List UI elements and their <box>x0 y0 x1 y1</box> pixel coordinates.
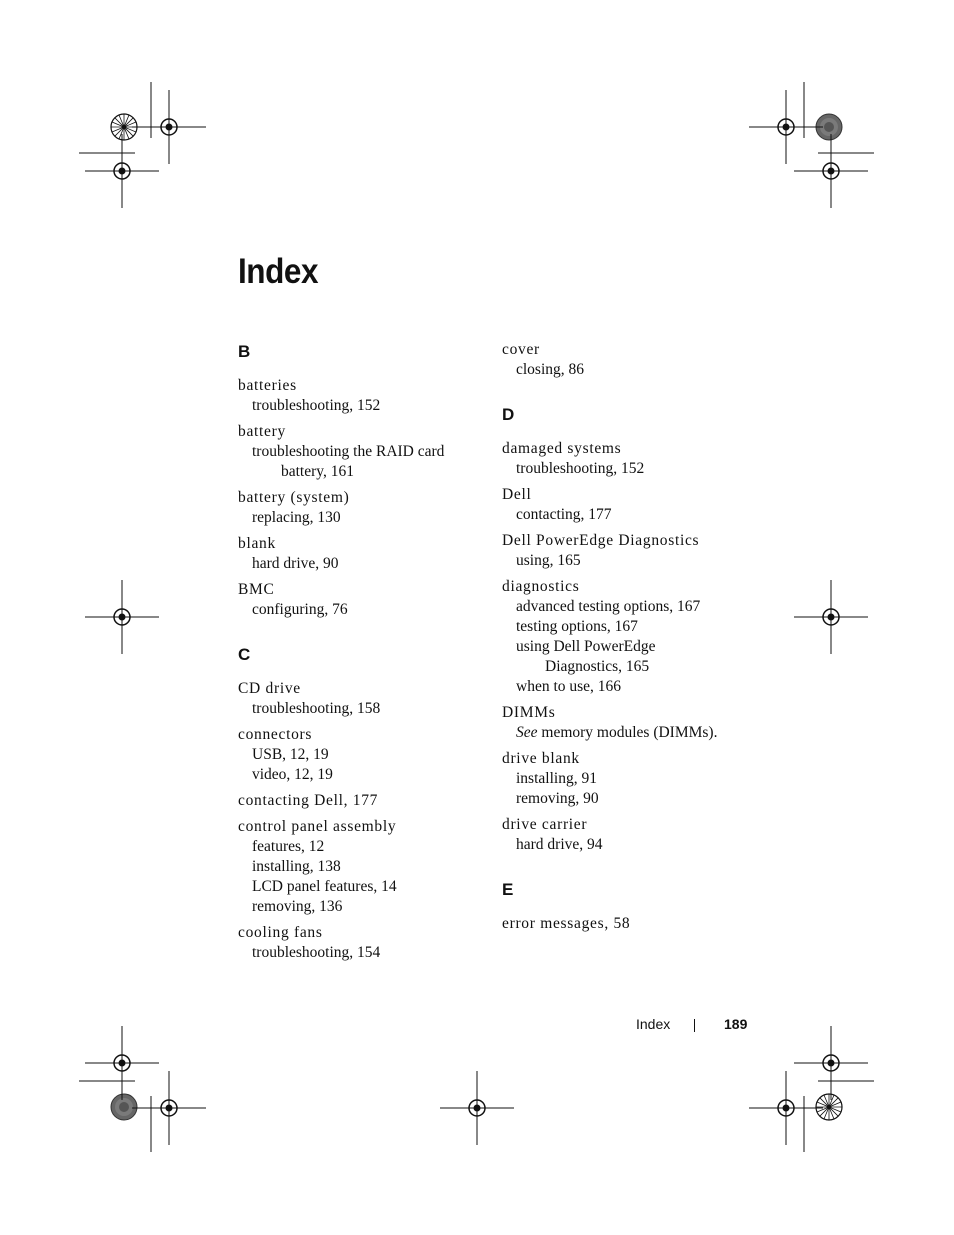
index-subentry: removing, 136 <box>252 898 343 915</box>
index-section <box>238 643 478 963</box>
index-column-left <box>238 340 478 969</box>
side-mark-left <box>85 580 159 654</box>
see-reference-label: See <box>516 724 538 741</box>
page-title: Index <box>238 252 319 291</box>
index-term: CD drive <box>238 680 301 697</box>
index-subentry: LCD panel features, 14 <box>252 878 397 895</box>
index-subentry: replacing, 130 <box>252 509 341 526</box>
index-subentry: configuring, 76 <box>252 601 348 618</box>
index-column-right <box>502 340 742 940</box>
index-entry <box>238 923 478 963</box>
corner-mark-top-left <box>79 82 206 208</box>
index-subentry: installing, 138 <box>252 858 341 875</box>
index-term: drive blank <box>502 750 580 767</box>
section-letter: C <box>238 645 251 664</box>
index-subentry: testing options, 167 <box>516 618 638 635</box>
index-term: cover <box>502 341 540 358</box>
index-subentry: troubleshooting, 152 <box>252 397 381 414</box>
index-subentry: troubleshooting the RAID card <box>252 443 445 460</box>
index-subentry: features, 12 <box>252 838 325 855</box>
index-entry <box>238 791 478 811</box>
index-subentry: when to use, 166 <box>516 678 622 695</box>
section-letter: D <box>502 405 515 424</box>
footer-separator <box>694 1019 695 1032</box>
index-subentry: troubleshooting, 158 <box>252 700 381 717</box>
index-subentry: troubleshooting, 154 <box>252 944 381 961</box>
index-subentry: using Dell PowerEdge <box>516 638 656 655</box>
index-term: batteries <box>238 377 297 394</box>
index-entry <box>238 817 478 917</box>
index-term: blank <box>238 535 276 552</box>
index-term: contacting Dell, 177 <box>238 792 379 809</box>
index-term: cooling fans <box>238 924 323 941</box>
index-entry <box>502 815 742 855</box>
index-subentry: video, 12, 19 <box>252 766 333 783</box>
index-term: connectors <box>238 726 313 743</box>
index-term: error messages, 58 <box>502 915 631 932</box>
index-subentry: troubleshooting, 152 <box>516 460 645 477</box>
index-term: damaged systems <box>502 440 622 457</box>
corner-mark-bottom-right <box>749 1026 874 1152</box>
side-mark-right <box>794 580 868 654</box>
section-letter: E <box>502 880 514 899</box>
index-term: drive carrier <box>502 816 588 833</box>
index-subentry: advanced testing options, 167 <box>516 598 701 615</box>
index-subentry <box>502 723 742 743</box>
index-entry <box>502 485 742 525</box>
index-entry <box>502 531 742 571</box>
index-subentry: battery, 161 <box>281 463 355 480</box>
index-section <box>502 403 742 855</box>
index-term: battery (system) <box>238 489 350 506</box>
index-entry <box>502 340 742 380</box>
index-entry <box>502 703 742 743</box>
index-entry <box>238 580 478 620</box>
index-subentry: Diagnostics, 165 <box>545 658 650 675</box>
index-entry <box>502 749 742 809</box>
corner-mark-bottom-left <box>79 1026 206 1152</box>
index-subentry: removing, 90 <box>516 790 599 807</box>
footer-page-number: 189 <box>724 1016 748 1032</box>
corner-mark-top-right <box>749 82 874 208</box>
index-term: Dell <box>502 486 532 503</box>
index-term: control panel assembly <box>238 818 397 835</box>
index-entry <box>238 422 478 482</box>
index-subentry: closing, 86 <box>516 361 585 378</box>
index-entry <box>238 376 478 416</box>
index-subentry: using, 165 <box>516 552 581 569</box>
index-entry <box>238 679 478 719</box>
index-term: Dell PowerEdge Diagnostics <box>502 532 700 549</box>
center-mark-bottom <box>440 1071 514 1145</box>
footer-section-label: Index <box>636 1016 671 1032</box>
index-section <box>502 340 742 380</box>
index-subentry: hard drive, 90 <box>252 555 339 572</box>
index-entry <box>238 534 478 574</box>
index-subentry: USB, 12, 19 <box>252 746 329 763</box>
index-term: BMC <box>238 581 275 598</box>
index-subentry: contacting, 177 <box>516 506 612 523</box>
index-subentry: hard drive, 94 <box>516 836 603 853</box>
index-section <box>238 340 478 620</box>
index-entry <box>502 914 742 934</box>
see-reference-target: memory modules (DIMMs). <box>541 724 718 741</box>
index-entry <box>238 488 478 528</box>
index-entry <box>502 439 742 479</box>
index-section <box>502 878 742 934</box>
index-subentry: installing, 91 <box>516 770 597 787</box>
index-term: DIMMs <box>502 704 556 721</box>
index-entry <box>502 577 742 697</box>
section-letter: B <box>238 342 251 361</box>
index-entry <box>238 725 478 785</box>
index-term: battery <box>238 423 286 440</box>
index-term: diagnostics <box>502 578 580 595</box>
